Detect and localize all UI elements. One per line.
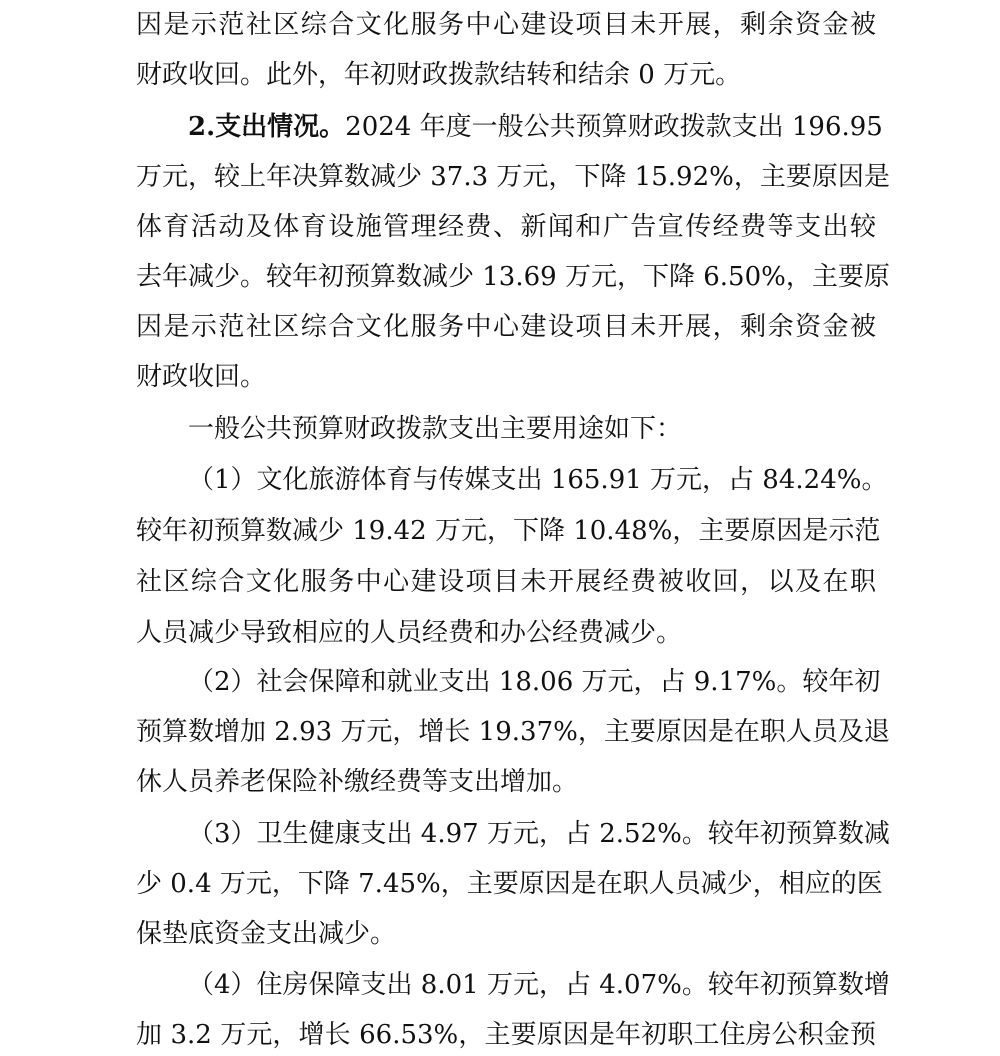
paragraph-line: 一般公共预算财政拨款支出主要用途如下： bbox=[188, 414, 683, 444]
paragraph-line: 因是示范社区综合文化服务中心建设项目未开展，剩余资金被 bbox=[136, 312, 876, 342]
paragraph-line: 财政收回。 bbox=[136, 362, 267, 392]
paragraph-line: （3）卫生健康支出 4.97 万元，占 2.52%。较年初预算数减 bbox=[188, 819, 890, 849]
paragraph-line: （4）住房保障支出 8.01 万元，占 4.07%。较年初预算数增 bbox=[188, 970, 890, 1000]
paragraph-line: 体育活动及体育设施管理经费、新闻和广告宣传经费等支出较 bbox=[136, 212, 876, 242]
paragraph-text: 2024 年度一般公共预算财政拨款支出 196.95 bbox=[345, 112, 883, 142]
paragraph-line: 较年初预算数减少 19.42 万元，下降 10.48%，主要原因是示范 bbox=[136, 516, 881, 546]
section-heading: 2.支出情况。 bbox=[188, 112, 346, 142]
paragraph-line: （2）社会保障和就业支出 18.06 万元，占 9.17%。较年初 bbox=[188, 667, 881, 697]
paragraph-line: 休人员养老保险补缴经费等支出增加。 bbox=[136, 767, 579, 797]
paragraph-line: 保垫底资金支出减少。 bbox=[136, 919, 397, 949]
paragraph-line: （1）文化旅游体育与传媒支出 165.91 万元，占 84.24%。 bbox=[188, 465, 888, 495]
paragraph-line: 预算数增加 2.93 万元，增长 19.37%，主要原因是在职人员及退 bbox=[136, 717, 890, 747]
paragraph-line: 因是示范社区综合文化服务中心建设项目未开展，剩余资金被 bbox=[136, 10, 876, 40]
paragraph-line: 少 0.4 万元，下降 7.45%，主要原因是在职人员减少，相应的医 bbox=[136, 869, 883, 899]
paragraph-line bbox=[188, 110, 883, 144]
paragraph-line: 加 3.2 万元，增长 66.53%，主要原因是年初职工住房公积金预 bbox=[136, 1020, 876, 1050]
paragraph-line: 财政收回。此外，年初财政拨款结转和结余 0 万元。 bbox=[136, 60, 742, 90]
paragraph-line: 社区综合文化服务中心建设项目未开展经费被收回，以及在职 bbox=[136, 567, 876, 597]
paragraph-line: 去年减少。较年初预算数减少 13.69 万元，下降 6.50%，主要原 bbox=[136, 262, 890, 292]
paragraph-line: 人员减少导致相应的人员经费和办公经费减少。 bbox=[136, 618, 683, 648]
paragraph-line: 万元，较上年决算数减少 37.3 万元，下降 15.92%，主要原因是 bbox=[136, 162, 890, 192]
